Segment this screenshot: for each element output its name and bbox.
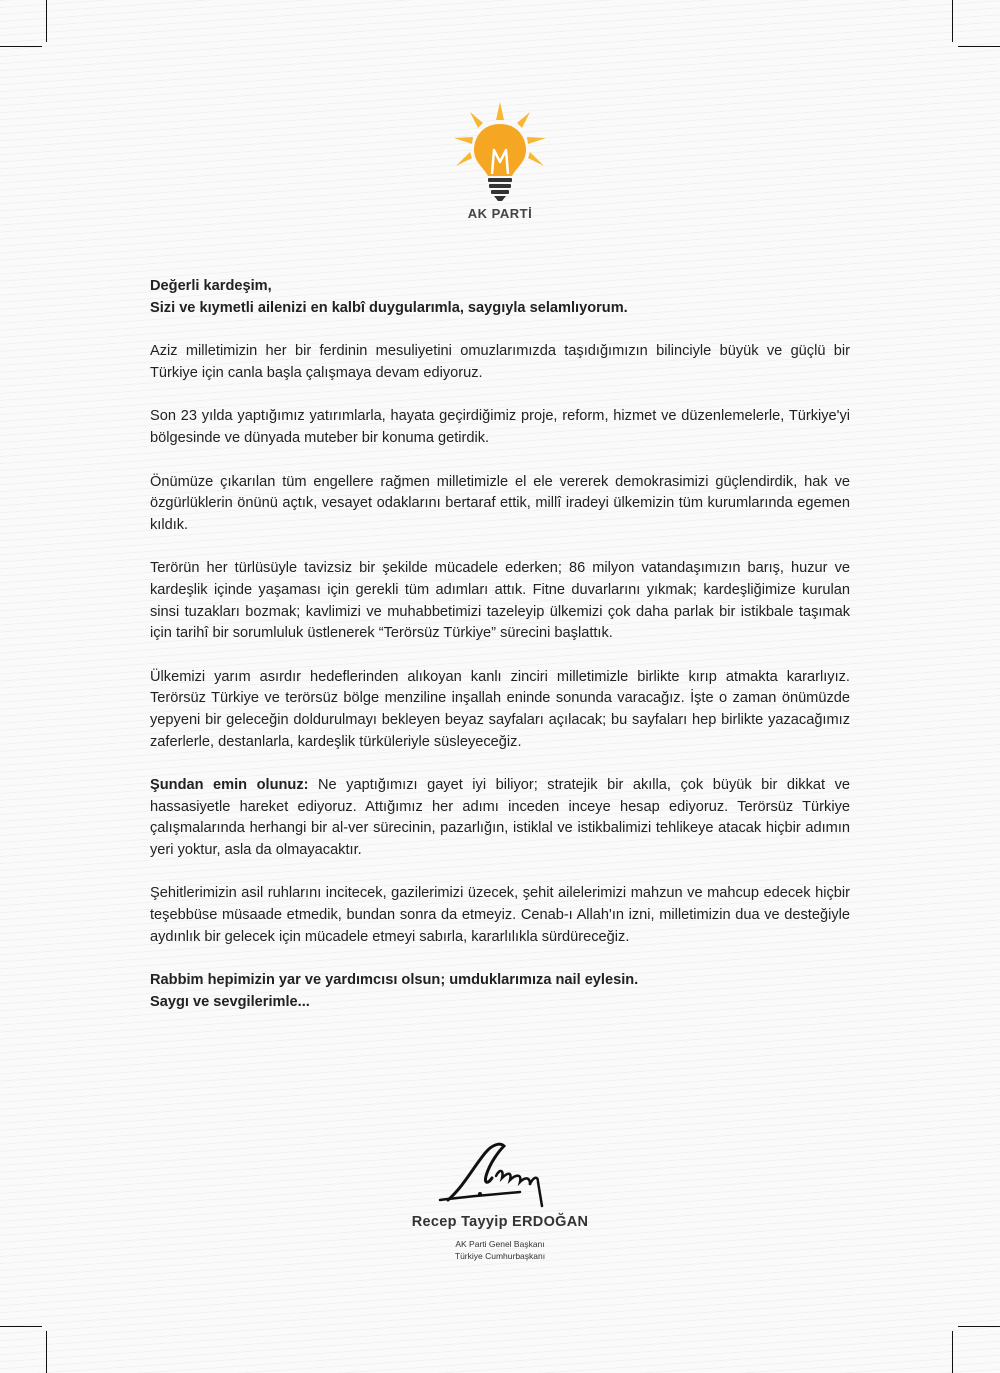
logo-text: AK PARTİ [467, 206, 533, 221]
signer-title-president: Türkiye Cumhurbaşkanı [454, 1251, 546, 1261]
lightbulb-logo-icon [450, 100, 550, 202]
salutation-line: Sizi ve kıymetli ailenizi en kalbî duygularımla, saygıyla selamlıyorum. [150, 299, 628, 316]
crop-mark-top-right-h [958, 46, 1000, 47]
letter-greeting [150, 276, 850, 319]
handwritten-signature [430, 1132, 570, 1210]
crop-mark-bottom-left-h [0, 1326, 42, 1327]
letter-body [150, 276, 850, 1035]
greeting-line: Değerli kardeşim, [150, 278, 272, 294]
paragraph-1: Aziz milletimizin her bir ferdinin mesuliyetini omuzlarımızda taşıdığımızın bilinciyle büyük ve güçlü bir Türkiye için canla başla çalışmaya devam ediyoruz. [150, 343, 850, 381]
crop-mark-bottom-right [952, 1331, 953, 1373]
crop-mark-top-right [952, 0, 953, 42]
paragraph-7: Şehitlerimizin asil ruhlarını incitecek, gazilerimizi üzecek, şehit ailelerimizi mahzun ve mahcup edecek hiçbir teşebbüse müsaade etmedik, bundan sonra da etmeyiz. Cenab-ı Allah'ın izni, milletimizin dua ve desteğiyle aydınlık bir gelecek için mücadele etmeyi sabırla, kararlılıkla sürdüreceğiz. [150, 885, 850, 945]
letter-closing [150, 970, 850, 1013]
emphasis-text: Ne yaptığımızı gayet iyi biliyor; stratejik bir akılla, çok büyük bir dikkat ve hassasiyetle hareket ediyoruz. Attığımız her adımı inceden inceye hesap ediyoruz. Terörsüz Türkiye çalışmalarında herhangi bir al-ver sürecinin, pazarlığın, istiklal ve istikbalimizi tehlikeye atacak hiçbir adımın yeri yoktur, asla da olmayacaktır. [150, 777, 850, 858]
emphasis-lead: Şundan emin olunuz: [150, 777, 309, 794]
paragraph-2: Son 23 yılda yaptığımız yatırımlarla, hayata geçirdiğimiz proje, reform, hizmet ve düzenlemelerle, Türkiye'yi bölgesinde ve dünyada muteber bir konuma getirdik. [150, 408, 850, 446]
paragraph-3: Önümüze çıkarılan tüm engellere rağmen milletimizle el ele vererek demokrasimizi güçlendirdik, hak ve özgürlüklerin önünü açtık, vesayet odaklarını bertaraf ettik, millî iradeyi ülkemizin tüm kurumlarında egemen kıldık. [150, 473, 850, 533]
paragraph-4: Terörün her türlüsüyle tavizsiz bir şekilde mücadele ederken; 86 milyon vatandaşımızın barış, huzur ve kardeşlik içinde yaşaması için gerekli tüm adımları attık. Fitne duvarlarını yıkmak; kardeşliğimize kurulan sinsi tuzakları bozmak; kavlimizi ve muhabbetimizi tazeleyip ülkemizi çok daha parlak bir istikbale taşımak için tarihî bir sorumluluk üstlenerek “Terörsüz Türkiye” sürecini başlattık. [150, 560, 850, 642]
signer-name: Recep Tayyip ERDOĞAN [411, 1214, 589, 1230]
signature-block [390, 1132, 610, 1262]
crop-mark-top-left [46, 0, 47, 42]
crop-mark-bottom-right-h [958, 1326, 1000, 1327]
paragraph-5: Ülkemizi yarım asırdır hedeflerinden alıkoyan kanlı zinciri milletimizle birlikte kırıp atmakta kararlıyız. Terörsüz Türkiye ve terörsüz bölge menziline inşallah eninde sonunda varacağız. İşte o zaman önümüzde yepyeni bir geleceğin doldurulmayı bekleyen beyaz sayfaları açılacak; bu sayfaları hep birlikte yazacağımız zaferlerle, destanlarla, kardeşlik türküleriyle süsleyeceğiz. [150, 668, 850, 750]
crop-mark-bottom-left [46, 1331, 47, 1373]
crop-mark-top-left-h [0, 46, 42, 47]
closing-line-2: Saygı ve sevgilerimle... [150, 993, 310, 1010]
paragraph-6 [150, 775, 850, 861]
signer-title-party: AK Parti Genel Başkanı [455, 1239, 545, 1249]
party-logo [450, 100, 550, 230]
closing-line-1: Rabbim hepimizin yar ve yardımcısı olsun; umduklarımıza nail eylesin. [150, 972, 639, 989]
